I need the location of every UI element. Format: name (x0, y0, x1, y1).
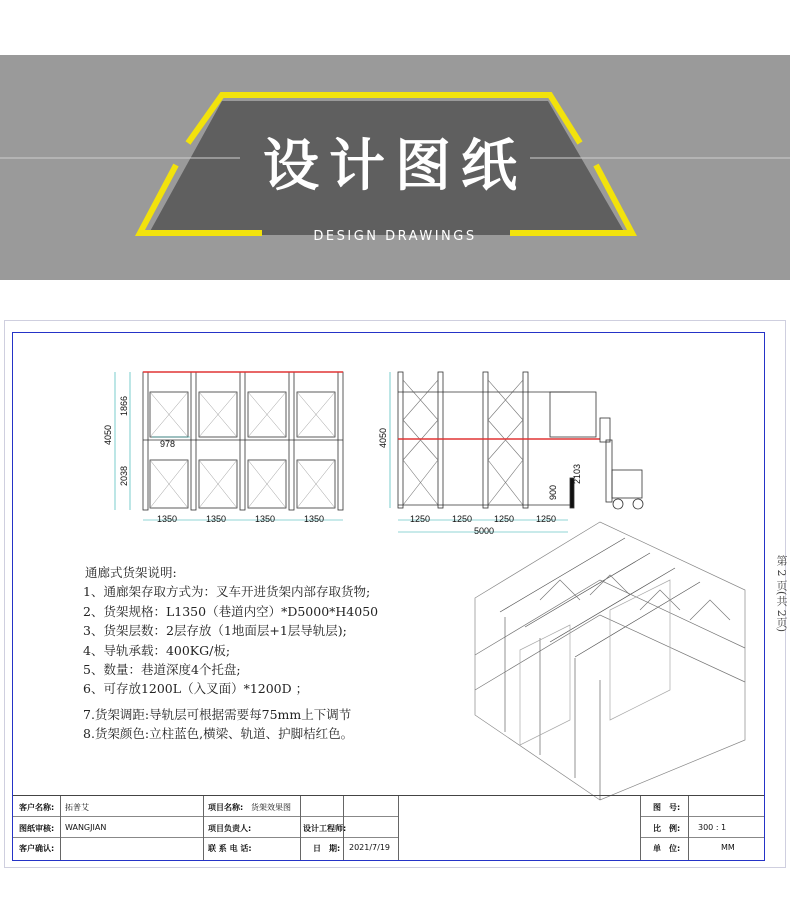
front-upright (191, 372, 196, 510)
client-name-label: 客户名称: (19, 803, 55, 812)
side-rail-height-label: 2103 (572, 463, 582, 484)
front-upright (240, 372, 245, 510)
scale-value: 300 : 1 (698, 823, 727, 832)
front-bay-width-label: 1350 (255, 514, 276, 524)
review-label: 图纸审核: (19, 824, 55, 833)
side-total-depth-label: 5000 (474, 526, 495, 536)
side-bottom-height-label: 900 (548, 484, 558, 500)
side-bay-depth-label: 1250 (494, 514, 515, 524)
notes-block (83, 563, 378, 744)
front-total-height-label: 4050 (103, 424, 113, 445)
forklift (600, 418, 643, 509)
side-bay-depth-label: 1250 (536, 514, 557, 524)
front-upright (338, 372, 343, 510)
note-item: 3、货架层数：2层存放（1地面层+1层导轨层); (83, 623, 347, 639)
front-view (115, 372, 343, 520)
front-upright (289, 372, 294, 510)
phone-label: 联 系 电 话: (208, 844, 252, 853)
isometric-view (475, 522, 745, 800)
project-name-label: 项目名称: (208, 803, 244, 812)
drawing-no-label: 图 号: (653, 803, 681, 812)
date-value: 2021/7/19 (349, 843, 391, 852)
project-name-value: 货架效果图 (251, 803, 291, 812)
notes-title: 通廊式货架说明: (85, 565, 177, 580)
front-lower-height-label: 2038 (119, 465, 129, 486)
note-item: 8.货架颜色:立柱蓝色,横梁、轨道、护脚桔红色。 (83, 726, 354, 742)
front-bay-width-label: 1350 (304, 514, 325, 524)
note-item: 5、数量：巷道深度4个托盘; (83, 661, 241, 677)
front-bay-width-label: 1350 (206, 514, 227, 524)
note-item: 6、可存放1200L（入叉面）*1200D ； (83, 681, 309, 697)
unit-value: MM (721, 843, 735, 852)
front-upper-height-label: 1866 (119, 395, 129, 416)
title-block (13, 795, 764, 859)
page-number-note: 第 2 页(共 2页) (775, 555, 788, 633)
unit-label: 单 位: (653, 844, 681, 853)
client-name-value: 拓普艾 (65, 803, 89, 812)
side-bay-depth-label: 1250 (410, 514, 431, 524)
review-value: WANGJIAN (65, 823, 107, 832)
date-label: 日 期: (313, 844, 341, 853)
front-rail-gap-label: 978 (160, 439, 176, 449)
front-bay-width-label: 1350 (157, 514, 178, 524)
side-view (390, 372, 643, 532)
note-item: 1、通廊架存取方式为：叉车开进货架内部存取货物; (83, 584, 371, 600)
side-bay-depth-label: 1250 (452, 514, 473, 524)
note-item: 7.货架调距:导轨层可根据需要每75mm上下调节 (83, 706, 352, 722)
scale-label: 比 例: (653, 824, 681, 833)
front-upright (143, 372, 148, 510)
project-lead-label: 项目负责人: (208, 824, 252, 833)
banner-title: 设计图纸 (263, 134, 527, 199)
note-item: 4、导轨承载：400KG/板; (83, 642, 231, 658)
side-total-height-label: 4050 (378, 427, 388, 448)
note-item: 2、货架规格：L1350（巷道内空）*D5000*H4050 (83, 603, 379, 619)
client-confirm-label: 客户确认: (19, 844, 55, 853)
engineer-label: 设计工程师: (303, 824, 347, 833)
banner-subtitle: DESIGN DRAWINGS (313, 229, 477, 244)
pallet-load (550, 392, 596, 437)
